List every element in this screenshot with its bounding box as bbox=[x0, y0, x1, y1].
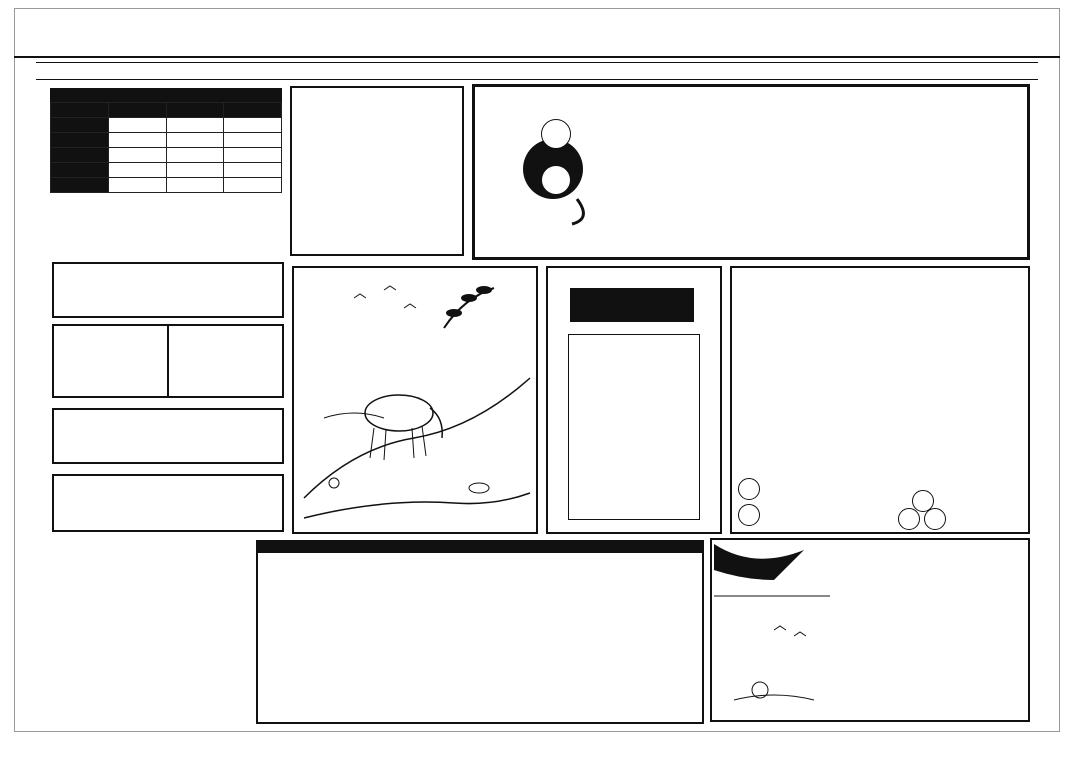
gift-box bbox=[52, 474, 284, 532]
brand-strip-top bbox=[36, 62, 1038, 80]
special-choice-box bbox=[52, 324, 284, 398]
special-title-box bbox=[52, 262, 284, 318]
row-label bbox=[51, 118, 109, 133]
cartoon-illustration bbox=[714, 540, 834, 720]
grid-row bbox=[258, 697, 702, 707]
col-cold bbox=[166, 103, 224, 118]
cold-value bbox=[166, 148, 224, 163]
offer-value bbox=[224, 148, 282, 163]
banner-ball bbox=[541, 165, 571, 195]
cold-value bbox=[166, 118, 224, 133]
analysis-ball bbox=[738, 504, 760, 526]
cold-value bbox=[166, 163, 224, 178]
offer-value bbox=[224, 118, 282, 133]
special-right bbox=[169, 326, 282, 396]
recent-table-header bbox=[51, 103, 282, 118]
analysis-left bbox=[740, 298, 880, 498]
table-row bbox=[51, 133, 282, 148]
table-row bbox=[51, 148, 282, 163]
grid-row bbox=[258, 677, 702, 687]
analysis-ball bbox=[738, 478, 760, 500]
hot-value bbox=[108, 118, 166, 133]
analysis-panel bbox=[730, 266, 1030, 534]
hot-value bbox=[108, 133, 166, 148]
hot-value bbox=[108, 178, 166, 193]
zeng-box bbox=[290, 86, 464, 256]
recent-table-panel bbox=[50, 88, 282, 200]
recent-table bbox=[50, 102, 282, 193]
special-left bbox=[54, 326, 169, 396]
zeng-line bbox=[298, 180, 456, 204]
row-label bbox=[51, 148, 109, 163]
table-row bbox=[51, 178, 282, 193]
row-label bbox=[51, 178, 109, 193]
row-label bbox=[51, 133, 109, 148]
banner bbox=[472, 84, 1030, 260]
zeng-line bbox=[298, 154, 456, 180]
cold-value bbox=[166, 178, 224, 193]
number-grid-panel bbox=[256, 540, 704, 724]
analysis-ball bbox=[924, 508, 946, 530]
banner-ball bbox=[541, 119, 571, 149]
treasure-title bbox=[570, 288, 694, 322]
grid-row bbox=[258, 687, 702, 697]
row-label bbox=[51, 163, 109, 178]
offer-value bbox=[224, 163, 282, 178]
offer-value bbox=[224, 178, 282, 193]
col-type bbox=[51, 103, 109, 118]
zeng-line bbox=[298, 102, 456, 128]
special-numbers-box bbox=[52, 408, 284, 464]
goat-illustration bbox=[294, 268, 536, 532]
hot-value bbox=[108, 148, 166, 163]
treasure-scroll bbox=[568, 334, 700, 520]
analysis-ball bbox=[898, 508, 920, 530]
analysis-right bbox=[888, 298, 1028, 498]
cartoon-panel bbox=[710, 538, 1030, 722]
grid-header bbox=[258, 542, 702, 553]
cold-value bbox=[166, 133, 224, 148]
offer-value bbox=[224, 133, 282, 148]
col-hot bbox=[108, 103, 166, 118]
treasure-panel bbox=[546, 266, 722, 534]
table-row bbox=[51, 163, 282, 178]
brand-strip-right bbox=[1038, 80, 1054, 730]
grid-dots bbox=[258, 553, 702, 673]
zeng-line bbox=[298, 128, 456, 154]
hot-value bbox=[108, 163, 166, 178]
recent-table-title bbox=[50, 88, 282, 102]
goat-illustration-panel bbox=[292, 266, 538, 534]
col-offer bbox=[224, 103, 282, 118]
table-row bbox=[51, 118, 282, 133]
header bbox=[14, 8, 1060, 58]
brand-strip-left bbox=[20, 80, 36, 730]
